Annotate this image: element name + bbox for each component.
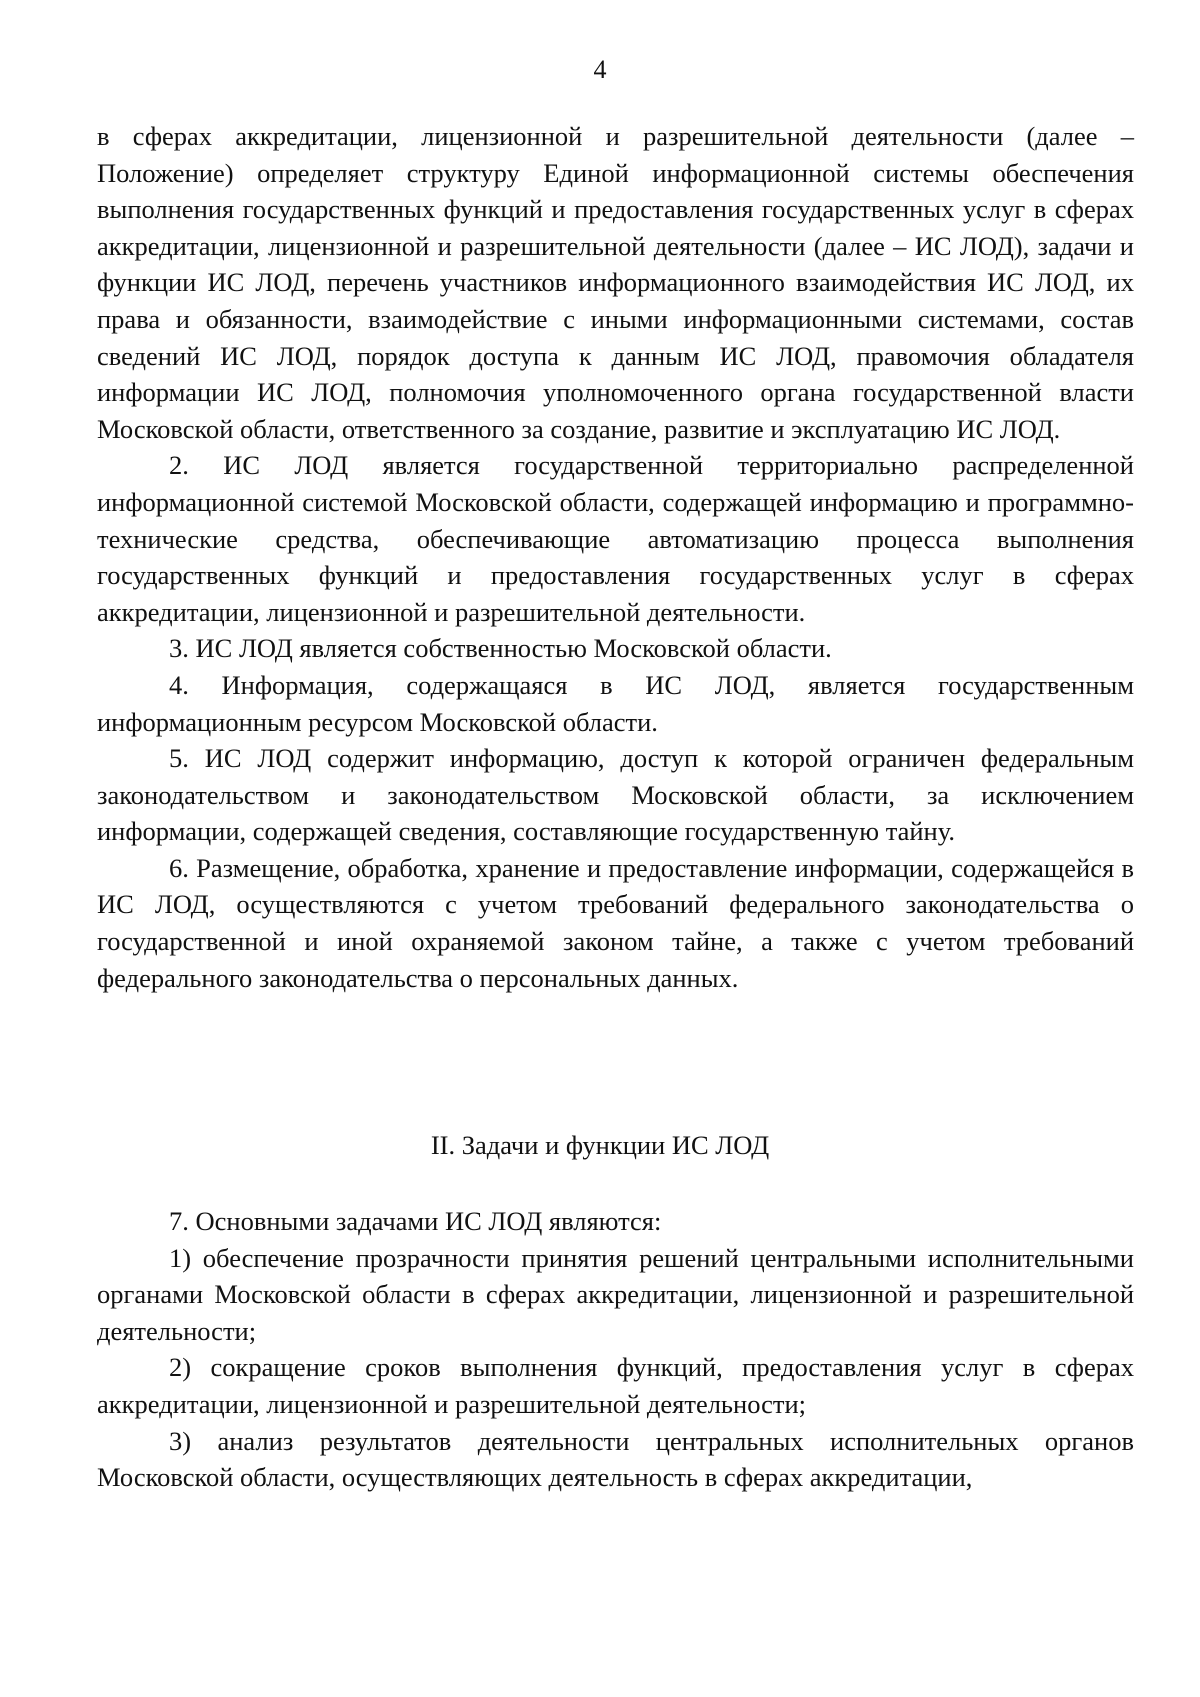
paragraph-intro: в сферах аккредитации, лицензионной и разрешительной деятельности (далее – Положение) определяет структуру Единой информационной системы обеспечения выполнения государственных функций и предоставления государственных услуг в сферах аккредитации, лицензионной и разрешительной деятельности (далее – ИС ЛОД), задачи и функции ИС ЛОД, перечень участников информационного взаимодействия ИС ЛОД, их права и обязанности, взаимодействие с иными информационными системами, состав сведений ИС ЛОД, порядок доступа к данным ИС ЛОД, правомочия обладателя информации ИС ЛОД, полномочия уполномоченного органа государственной власти Московской области, ответственного за создание, развитие и эксплуатацию ИС ЛОД. (97, 121, 1134, 444)
paragraph-4: 4. Информация, содержащаяся в ИС ЛОД, является государственным информационным ресурсом Московской области. (97, 669, 1134, 737)
paragraph-2: 2. ИС ЛОД является государственной территориально распределенной информационной системой Московской области, содержащей информацию и программно-технические средства, обеспечивающие автоматизацию процесса выполнения государственных функций и предоставления государственных услуг в сферах аккредитации, лицензионной и разрешительной деятельности. (97, 450, 1134, 627)
page-number: 4 (593, 55, 607, 84)
list-item-7-2: 2) сокращение сроков выполнения функций, предоставления услуг в сферах аккредитации, лицензионной и разрешительной деятельности; (97, 1352, 1134, 1419)
list-item-7-1: 1) обеспечение прозрачности принятия решений центральными исполнительными органами Московской области в сферах аккредитации, лицензионной и разрешительной деятельности; (97, 1242, 1134, 1346)
paragraph-7: 7. Основными задачами ИС ЛОД являются: (169, 1206, 662, 1236)
paragraph-6: 6. Размещение, обработка, хранение и предоставление информации, содержащейся в ИС ЛОД, осуществляются с учетом требований федерального законодательства о государственной и иной охраняемой законом тайне, а также с учетом требований федерального законодательства о персональных данных. (97, 852, 1134, 993)
section-1-body (97, 118, 1134, 996)
section-2-heading: II. Задачи и функции ИС ЛОД (430, 1130, 770, 1160)
list-item-7-3: 3) анализ результатов деятельности центральных исполнительных органов Московской области, осуществляющих деятельность в сферах аккредитации, (97, 1425, 1134, 1493)
paragraph-3: 3. ИС ЛОД является собственностью Московской области. (169, 633, 832, 664)
paragraph-5: 5. ИС ЛОД содержит информацию, доступ к которой ограничен федеральным законодательством и законодательством Московской области, за исключением информации, содержащей сведения, составляющие государственную тайну. (97, 743, 1134, 847)
section-2-body (97, 1203, 1134, 1496)
